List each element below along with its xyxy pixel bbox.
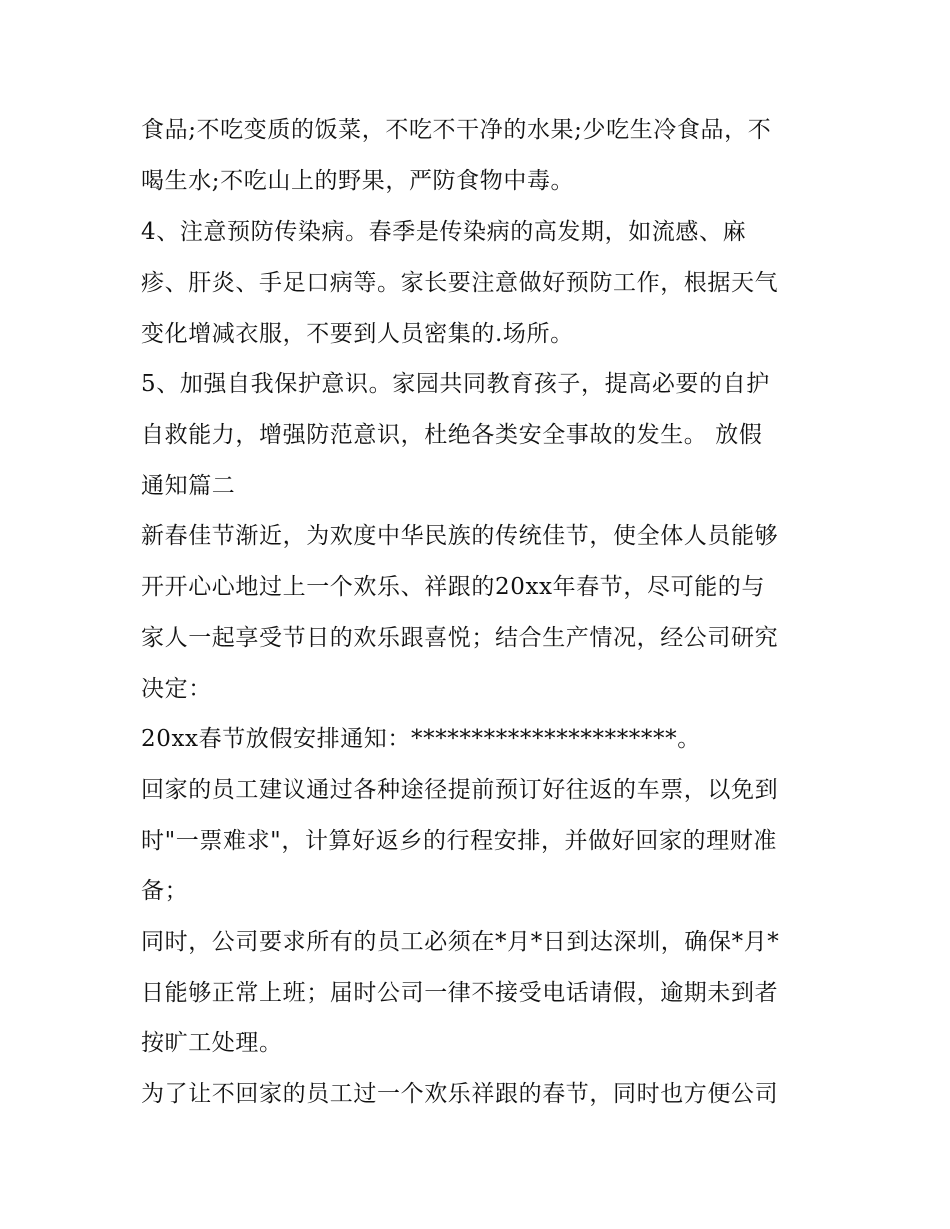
text-line: 时"一票难求"，计算好返乡的行程安排，并做好回家的理财准 (141, 828, 777, 854)
text-line: 日能够正常上班；届时公司一律不接受电话请假，逾期未到者 (141, 980, 779, 1006)
text-line: 自救能力，增强防范意识，杜绝各类安全事故的发生。 放假 (141, 422, 763, 448)
text-line: 5、加强自我保护意识。家园共同教育孩子，提高必要的自护 (141, 371, 770, 397)
text-line: 按旷工处理。 (141, 1030, 283, 1056)
text-line: 4、注意预防传染病。春季是传染病的高发期，如流感、麻 (141, 219, 747, 245)
text-line: 20xx春节放假安排通知：**********************。 (141, 726, 701, 752)
text-line: 决定： (141, 676, 212, 702)
text-line: 开开心心地过上一个欢乐、祥跟的20xx年春节，尽可能的与 (141, 574, 766, 600)
text-line: 备； (141, 878, 189, 904)
text-line: 同时，公司要求所有的员工必须在*月*日到达深圳，确保*月* (141, 929, 780, 955)
text-line: 新春佳节渐近，为欢度中华民族的传统佳节，使全体人员能够 (141, 523, 779, 549)
text-line: 喝生水;不吃山上的野果，严防食物中毒。 (141, 168, 575, 194)
text-line: 为了让不回家的员工过一个欢乐祥跟的春节，同时也方便公司 (141, 1081, 779, 1107)
text-line: 回家的员工建议通过各种途径提前预订好往返的车票，以免到 (141, 777, 779, 803)
text-line: 食品;不吃变质的饭菜，不吃不干净的水果;少吃生冷食品，不 (141, 117, 772, 143)
text-line: 疹、肝炎、手足口病等。家长要注意做好预防工作，根据天气 (141, 270, 779, 296)
section-heading: 通知篇二 (141, 473, 236, 499)
text-line: 家人一起享受节日的欢乐跟喜悦；结合生产情况，经公司研究 (141, 625, 779, 651)
text-line: 变化增减衣服，不要到人员密集的.场所。 (141, 321, 574, 347)
